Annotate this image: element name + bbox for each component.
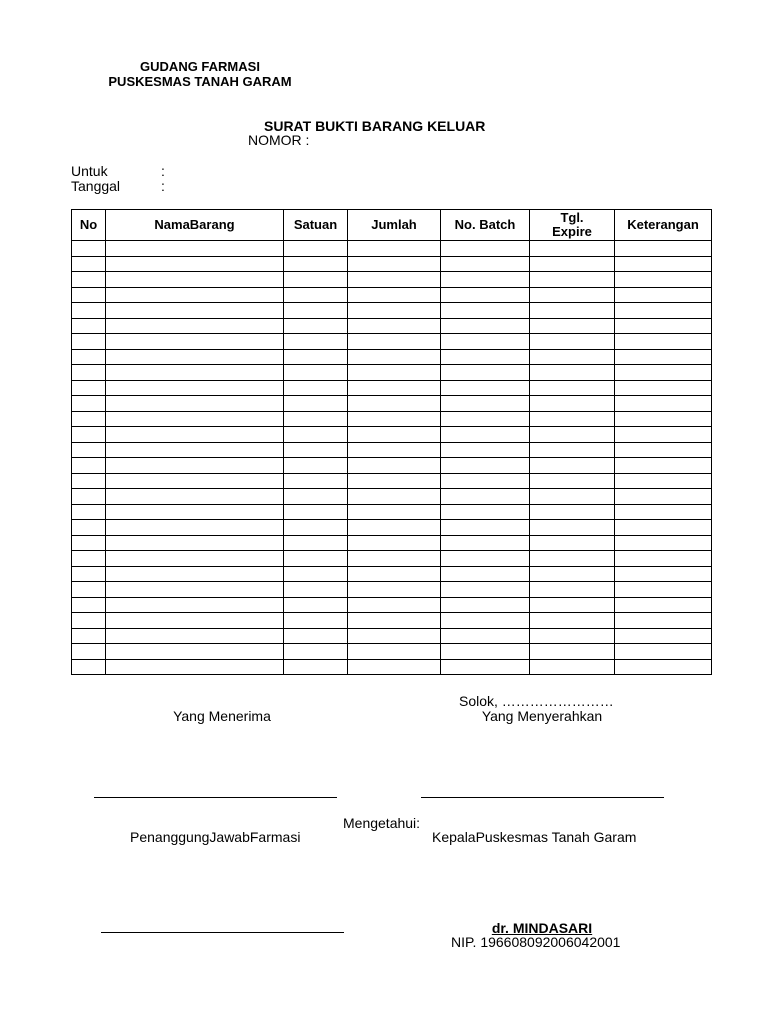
table-cell	[348, 427, 441, 443]
table-cell	[106, 349, 284, 365]
table-cell	[530, 256, 615, 272]
table-cell	[348, 380, 441, 396]
table-cell	[106, 380, 284, 396]
table-cell	[348, 303, 441, 319]
table-cell	[72, 380, 106, 396]
document-number-label: NOMOR :	[248, 132, 310, 148]
table-cell	[72, 272, 106, 288]
table-cell	[106, 566, 284, 582]
table-cell	[106, 427, 284, 443]
table-cell	[441, 628, 530, 644]
table-cell	[530, 458, 615, 474]
table-cell	[530, 473, 615, 489]
table-cell	[106, 241, 284, 257]
items-table	[71, 209, 712, 675]
document-title: SURAT BUKTI BARANG KELUAR	[264, 118, 486, 134]
table-cell	[284, 411, 348, 427]
table-row	[72, 287, 712, 303]
table-cell	[530, 582, 615, 598]
table-cell	[615, 380, 712, 396]
table-row	[72, 659, 712, 675]
table-cell	[284, 489, 348, 505]
table-cell	[72, 520, 106, 536]
receiver-label: Yang Menerima	[173, 708, 271, 724]
untuk-label: Untuk	[71, 163, 108, 179]
table-row	[72, 566, 712, 582]
table-cell	[530, 644, 615, 660]
head-name: dr. MINDASARI	[491, 920, 593, 936]
table-cell	[72, 442, 106, 458]
table-cell	[530, 349, 615, 365]
table-cell	[106, 442, 284, 458]
table-cell	[348, 349, 441, 365]
table-cell	[106, 628, 284, 644]
table-cell	[106, 489, 284, 505]
table-cell	[284, 628, 348, 644]
table-cell	[441, 427, 530, 443]
table-cell	[530, 597, 615, 613]
table-cell	[348, 644, 441, 660]
table-cell	[441, 644, 530, 660]
table-row	[72, 303, 712, 319]
table-cell	[72, 582, 106, 598]
table-cell	[348, 334, 441, 350]
table-cell	[106, 396, 284, 412]
table-cell	[615, 427, 712, 443]
table-cell	[348, 628, 441, 644]
table-cell	[615, 411, 712, 427]
tanggal-label: Tanggal	[71, 178, 121, 194]
table-cell	[106, 287, 284, 303]
table-cell	[348, 272, 441, 288]
table-cell	[72, 365, 106, 381]
table-cell	[284, 551, 348, 567]
table-cell	[615, 241, 712, 257]
table-cell	[530, 442, 615, 458]
table-cell	[615, 473, 712, 489]
table-cell	[348, 566, 441, 582]
table-cell	[72, 489, 106, 505]
table-cell	[284, 597, 348, 613]
table-cell	[615, 520, 712, 536]
table-cell	[72, 287, 106, 303]
table-row	[72, 396, 712, 412]
table-cell	[72, 535, 106, 551]
head-nip: NIP. 196608092006042001	[451, 934, 621, 950]
table-cell	[348, 318, 441, 334]
table-header-row	[72, 210, 712, 241]
table-cell	[615, 442, 712, 458]
table-cell	[530, 365, 615, 381]
acknowledged-label: Mengetahui:	[343, 815, 421, 831]
table-cell	[72, 256, 106, 272]
tanggal-colon: :	[161, 178, 165, 194]
table-cell	[284, 535, 348, 551]
col-header-no: No	[72, 210, 106, 241]
table-cell	[106, 411, 284, 427]
table-cell	[530, 411, 615, 427]
table-cell	[615, 318, 712, 334]
table-cell	[284, 396, 348, 412]
table-cell	[530, 334, 615, 350]
table-cell	[284, 241, 348, 257]
table-cell	[530, 566, 615, 582]
table-cell	[284, 659, 348, 675]
table-cell	[348, 442, 441, 458]
table-cell	[284, 272, 348, 288]
table-cell	[284, 566, 348, 582]
table-cell	[615, 628, 712, 644]
col-header-tgl-expire-text: Tgl. Expire	[552, 210, 592, 239]
table-cell	[348, 535, 441, 551]
table-cell	[348, 287, 441, 303]
table-cell	[284, 380, 348, 396]
table-cell	[348, 365, 441, 381]
table-cell	[72, 303, 106, 319]
table-row	[72, 256, 712, 272]
table-cell	[106, 551, 284, 567]
col-header-tgl-expire	[530, 210, 615, 241]
table-cell	[530, 489, 615, 505]
table-cell	[106, 520, 284, 536]
table-cell	[441, 442, 530, 458]
table-cell	[284, 613, 348, 629]
table-cell	[348, 396, 441, 412]
table-row	[72, 644, 712, 660]
table-cell	[348, 473, 441, 489]
table-cell	[615, 458, 712, 474]
table-cell	[106, 334, 284, 350]
table-cell	[441, 334, 530, 350]
table-cell	[615, 365, 712, 381]
table-row	[72, 535, 712, 551]
table-cell	[72, 318, 106, 334]
receiver-signature-line	[94, 797, 337, 798]
table-cell	[106, 535, 284, 551]
col-header-jumlah: Jumlah	[348, 210, 441, 241]
table-cell	[72, 613, 106, 629]
table-cell	[72, 628, 106, 644]
table-cell	[106, 256, 284, 272]
table-row	[72, 411, 712, 427]
table-cell	[284, 287, 348, 303]
table-cell	[530, 318, 615, 334]
table-cell	[441, 272, 530, 288]
table-cell	[284, 303, 348, 319]
table-row	[72, 582, 712, 598]
table-cell	[441, 303, 530, 319]
table-cell	[615, 489, 712, 505]
table-cell	[441, 551, 530, 567]
col-header-keterangan: Keterangan	[615, 210, 712, 241]
table-cell	[530, 427, 615, 443]
table-cell	[615, 256, 712, 272]
table-cell	[441, 489, 530, 505]
table-cell	[72, 597, 106, 613]
table-cell	[441, 458, 530, 474]
table-row	[72, 272, 712, 288]
table-cell	[615, 272, 712, 288]
table-cell	[615, 535, 712, 551]
table-cell	[441, 659, 530, 675]
table-cell	[72, 458, 106, 474]
table-cell	[284, 318, 348, 334]
table-cell	[441, 396, 530, 412]
puskesmas-head-label: KepalaPuskesmas Tanah Garam	[432, 829, 637, 845]
table-row	[72, 597, 712, 613]
table-cell	[348, 504, 441, 520]
table-cell	[284, 365, 348, 381]
col-header-satuan: Satuan	[284, 210, 348, 241]
table-cell	[530, 628, 615, 644]
table-cell	[72, 411, 106, 427]
table-cell	[284, 520, 348, 536]
table-cell	[441, 380, 530, 396]
table-row	[72, 241, 712, 257]
table-cell	[284, 442, 348, 458]
table-cell	[106, 458, 284, 474]
table-cell	[106, 272, 284, 288]
table-cell	[348, 551, 441, 567]
table-cell	[106, 659, 284, 675]
table-cell	[72, 644, 106, 660]
table-row	[72, 458, 712, 474]
table-cell	[72, 473, 106, 489]
table-cell	[615, 613, 712, 629]
table-cell	[615, 551, 712, 567]
table-cell	[530, 396, 615, 412]
table-row	[72, 427, 712, 443]
table-cell	[530, 241, 615, 257]
table-cell	[348, 458, 441, 474]
table-cell	[615, 566, 712, 582]
table-cell	[530, 659, 615, 675]
giver-label: Yang Menyerahkan	[481, 708, 603, 724]
table-cell	[441, 566, 530, 582]
table-cell	[530, 551, 615, 567]
table-cell	[441, 318, 530, 334]
table-cell	[615, 582, 712, 598]
table-cell	[284, 458, 348, 474]
table-cell	[348, 520, 441, 536]
table-row	[72, 349, 712, 365]
table-body	[72, 241, 712, 675]
table-cell	[441, 365, 530, 381]
table-cell	[106, 318, 284, 334]
table-cell	[106, 597, 284, 613]
table-cell	[72, 566, 106, 582]
table-cell	[530, 613, 615, 629]
table-cell	[441, 597, 530, 613]
table-cell	[530, 504, 615, 520]
table-row	[72, 380, 712, 396]
table-row	[72, 489, 712, 505]
table-cell	[72, 427, 106, 443]
table-cell	[615, 659, 712, 675]
table-cell	[441, 411, 530, 427]
table-cell	[72, 334, 106, 350]
table-cell	[530, 380, 615, 396]
table-cell	[72, 659, 106, 675]
table-row	[72, 365, 712, 381]
table-cell	[284, 334, 348, 350]
table-cell	[615, 396, 712, 412]
table-cell	[348, 582, 441, 598]
table-cell	[530, 287, 615, 303]
table-cell	[348, 613, 441, 629]
table-cell	[284, 582, 348, 598]
col-header-nama-barang: NamaBarang	[106, 210, 284, 241]
table-cell	[72, 241, 106, 257]
table-cell	[615, 334, 712, 350]
table-cell	[615, 287, 712, 303]
table-cell	[72, 396, 106, 412]
table-row	[72, 520, 712, 536]
table-row	[72, 628, 712, 644]
pharmacy-head-signature-line	[101, 932, 344, 933]
table-cell	[441, 241, 530, 257]
table-cell	[615, 349, 712, 365]
table-cell	[72, 349, 106, 365]
place-date: Solok, ……………………	[459, 693, 614, 709]
table-cell	[106, 303, 284, 319]
table-cell	[106, 473, 284, 489]
table-row	[72, 318, 712, 334]
col-header-no-batch: No. Batch	[441, 210, 530, 241]
table-cell	[284, 349, 348, 365]
table-cell	[348, 597, 441, 613]
table-cell	[106, 365, 284, 381]
table-cell	[348, 411, 441, 427]
table-cell	[284, 256, 348, 272]
table-cell	[106, 582, 284, 598]
table-cell	[441, 504, 530, 520]
table-cell	[441, 613, 530, 629]
table-cell	[284, 644, 348, 660]
table-cell	[106, 613, 284, 629]
table-cell	[348, 241, 441, 257]
table-cell	[348, 256, 441, 272]
table-cell	[284, 473, 348, 489]
giver-signature-line	[421, 797, 664, 798]
table-cell	[615, 504, 712, 520]
table-cell	[441, 520, 530, 536]
untuk-colon: :	[161, 163, 165, 179]
table-cell	[441, 256, 530, 272]
table-row	[72, 613, 712, 629]
table-cell	[348, 659, 441, 675]
table-cell	[441, 535, 530, 551]
table-cell	[441, 582, 530, 598]
table-cell	[615, 644, 712, 660]
table-cell	[530, 535, 615, 551]
pharmacy-head-label: PenanggungJawabFarmasi	[130, 829, 301, 845]
table-cell	[106, 504, 284, 520]
table-cell	[441, 473, 530, 489]
table-cell	[615, 303, 712, 319]
table-row	[72, 473, 712, 489]
table-cell	[284, 504, 348, 520]
table-cell	[441, 349, 530, 365]
table-row	[72, 442, 712, 458]
table-cell	[348, 489, 441, 505]
table-cell	[106, 644, 284, 660]
table-cell	[615, 597, 712, 613]
table-cell	[284, 427, 348, 443]
table-cell	[530, 520, 615, 536]
table-cell	[530, 303, 615, 319]
table-cell	[530, 272, 615, 288]
table-cell	[72, 551, 106, 567]
table-cell	[441, 287, 530, 303]
table-row	[72, 504, 712, 520]
table-row	[72, 334, 712, 350]
org-name-line1: GUDANG FARMASI	[140, 59, 260, 74]
org-name-line2: PUSKESMAS TANAH GARAM	[108, 74, 292, 89]
table-row	[72, 551, 712, 567]
table-cell	[72, 504, 106, 520]
